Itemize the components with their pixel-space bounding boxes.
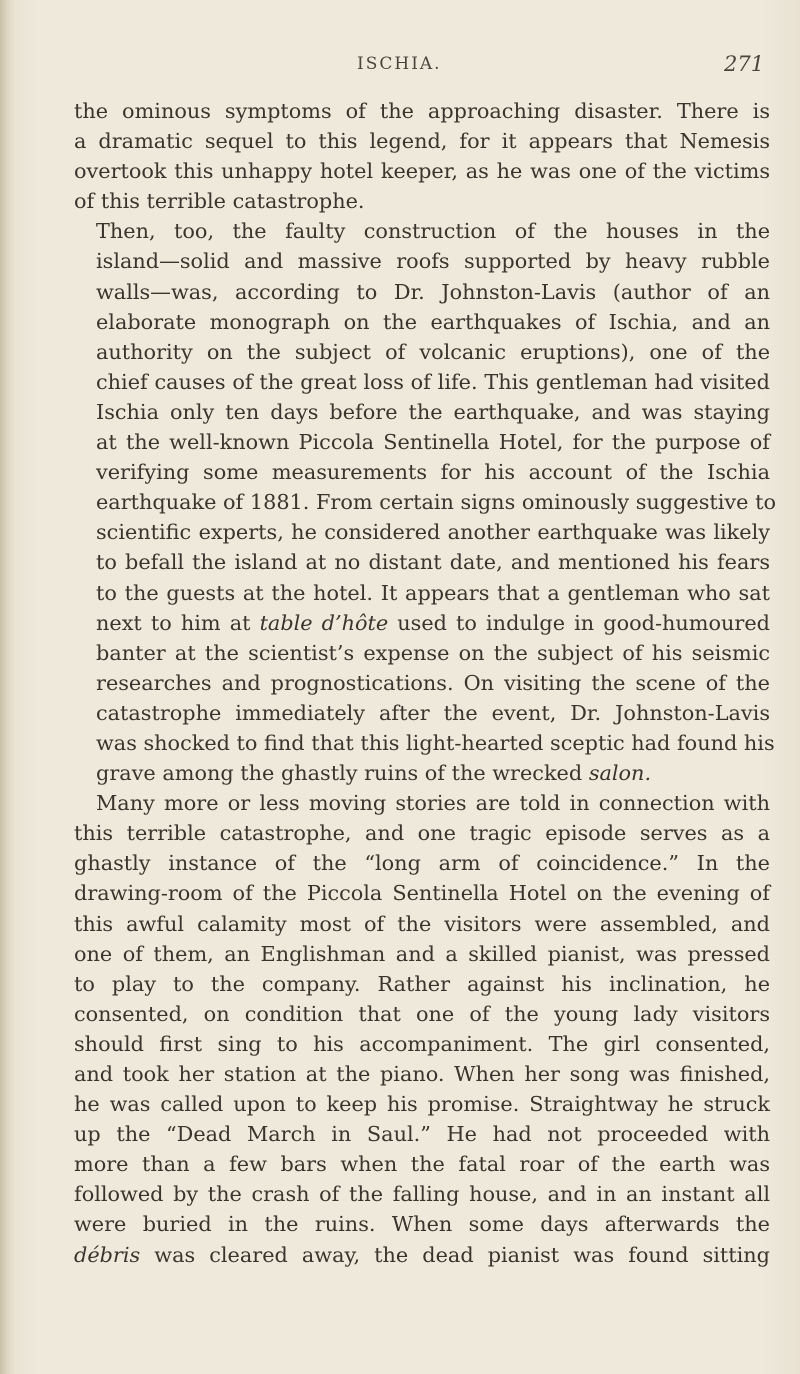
text-line: one of them, an Englishman and a skilled pianist, was pressed bbox=[74, 941, 770, 966]
text-line: of this terrible catastrophe. bbox=[74, 189, 365, 214]
italic-word: débris bbox=[74, 1242, 141, 1267]
text-line: a dramatic sequel to this legend, for it appears that Nemesis bbox=[74, 129, 770, 154]
text-line: catastrophe immediately after the event, Dr. Johnston-Lavis bbox=[96, 700, 770, 725]
italic-word: salon. bbox=[588, 761, 652, 786]
text-line: drawing-room of the Piccola Sentinella Hotel on the evening of bbox=[74, 881, 770, 906]
text-line: this terrible catastrophe, and one tragic episode serves as a bbox=[74, 821, 770, 846]
paragraph-2 bbox=[74, 216, 776, 788]
body-text bbox=[74, 96, 776, 1270]
text-fragment: next to him at bbox=[96, 610, 251, 635]
text-line: authority on the subject of volcanic eruptions), one of the bbox=[96, 339, 770, 364]
text-line: to the guests at the hotel. It appears that a gentleman who sat bbox=[96, 580, 770, 605]
text-line: scientific experts, he considered another earthquake was likely bbox=[96, 520, 770, 545]
text-line: earthquake of 1881. From certain signs ominously suggestive to bbox=[96, 490, 776, 515]
page-gutter-shadow bbox=[0, 0, 14, 1374]
text-line: up the “Dead March in Saul.” He had not proceeded with bbox=[74, 1122, 770, 1147]
text-line: ghastly instance of the “long arm of coincidence.” In the bbox=[74, 851, 770, 876]
text-line: followed by the crash of the falling house, and in an instant all bbox=[74, 1182, 770, 1207]
text-fragment: used to indulge in good-humoured bbox=[397, 610, 770, 635]
italic-phrase: table d’hôte bbox=[259, 610, 389, 635]
page-number: 271 bbox=[724, 52, 765, 76]
text-line: banter at the scientist’s expense on the subject of his seismic bbox=[96, 640, 770, 665]
text-line: Many more or less moving stories are told in connection with bbox=[96, 791, 770, 816]
text-line: and took her station at the piano. When her song was finished, bbox=[74, 1062, 770, 1086]
text-line bbox=[74, 1240, 770, 1270]
text-line: to befall the island at no distant date, and mentioned his fears bbox=[96, 550, 770, 575]
text-line: were buried in the ruins. When some days afterwards the bbox=[74, 1212, 770, 1237]
text-line: to play to the company. Rather against his inclination, he bbox=[74, 971, 770, 996]
text-line: verifying some measurements for his account of the Ischia bbox=[96, 460, 770, 485]
paragraph-3 bbox=[74, 788, 770, 1270]
text-line: at the well-known Piccola Sentinella Hotel, for the purpose of bbox=[96, 430, 770, 455]
text-line: more than a few bars when the fatal roar of the earth was bbox=[74, 1152, 770, 1177]
text-line: he was called upon to keep his promise. Straightway he struck bbox=[74, 1092, 770, 1117]
page-header bbox=[0, 54, 800, 84]
text-line: was shocked to find that this light-hearted sceptic had found his bbox=[96, 730, 775, 755]
text-line: elaborate monograph on the earthquakes of Ischia, and an bbox=[96, 309, 770, 334]
text-fragment: was cleared away, the dead pianist was found sitting bbox=[154, 1242, 770, 1267]
text-line: island—solid and massive roofs supported by heavy rubble bbox=[96, 249, 770, 274]
text-line: should first sing to his accompaniment. The girl consented, bbox=[74, 1031, 770, 1056]
text-line bbox=[74, 608, 770, 638]
text-line: researches and prognostications. On visiting the scene of the bbox=[96, 670, 770, 695]
text-line: chief causes of the great loss of life. This gentleman had visited bbox=[96, 369, 770, 394]
text-line: Then, too, the faulty construction of the houses in the bbox=[96, 219, 770, 244]
text-line bbox=[74, 758, 770, 788]
text-line: walls—was, according to Dr. Johnston-Lavis (author of an bbox=[96, 279, 770, 304]
text-line: consented, on condition that one of the young lady visitors bbox=[74, 1001, 770, 1026]
text-line: the ominous symptoms of the approaching disaster. There is bbox=[74, 99, 770, 123]
text-line: this awful calamity most of the visitors were assembled, and bbox=[74, 911, 770, 936]
running-head: ISCHIA. bbox=[357, 54, 442, 74]
paragraph-1 bbox=[74, 96, 770, 216]
text-line: Ischia only ten days before the earthquake, and was staying bbox=[96, 399, 770, 424]
text-fragment: grave among the ghastly ruins of the wrecked bbox=[96, 761, 583, 786]
text-line: overtook this unhappy hotel keeper, as he was one of the victims bbox=[74, 159, 770, 184]
